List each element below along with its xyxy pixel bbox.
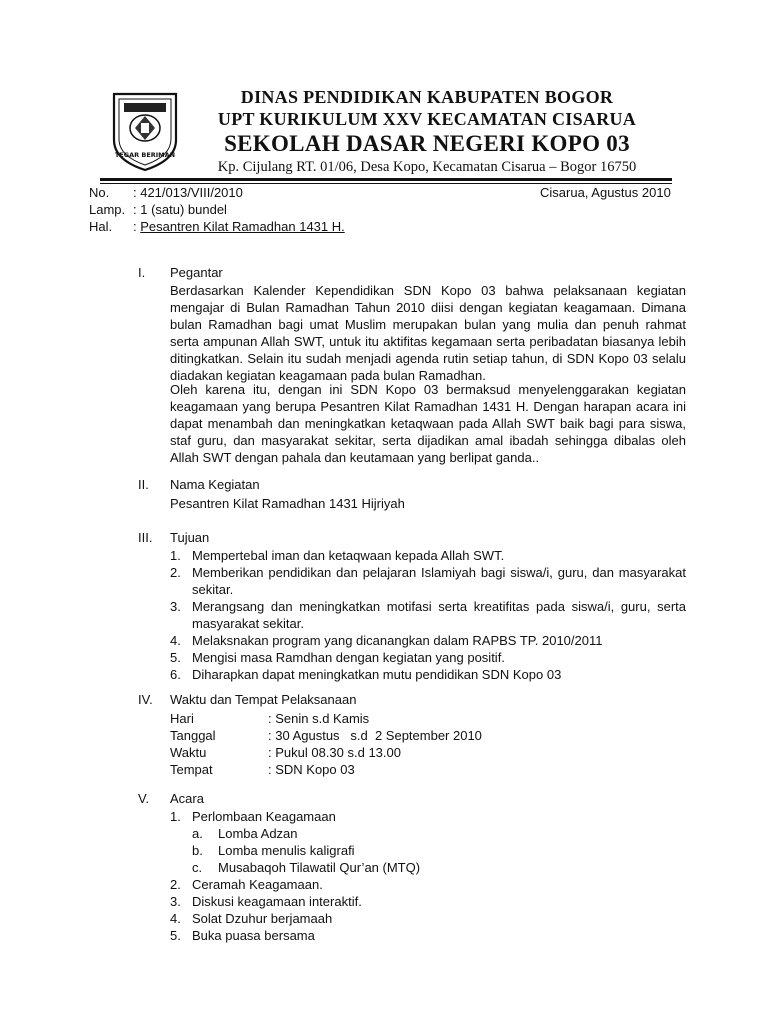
school-emblem-logo — [108, 90, 182, 172]
list-item: 2. Ceramah Keagamaan. — [170, 877, 323, 892]
schedule-row: Hari : Senin s.d Kamis — [170, 711, 370, 726]
lamp-value: : 1 (satu) bundel — [133, 202, 227, 217]
agenda-sublist — [192, 825, 686, 876]
section-1-paragraph-1: Berdasarkan Kalender Kependidikan SDN Kopo 03 bahwa pelaksanaan kegiatan mengajar di Bulan Ramadhan Tahun 2010 diisi dengan kegiatan keagamaan. Dimana bulan Ramadhan bagi umat Muslim merupakan bulan yang mulia dan penuh rahmat serta ampunan Allah SWT, untuk itu aktifitas kegamaan serta peribadatan biasanya lebih ditingkatkan. Selain itu sudah menjadi agenda rutin setiap tahun, di SDN Kopo 03 selalu diadakan kegiatan keagamaan pada bulan Ramadhan. — [170, 283, 686, 383]
lamp-label: Lamp. — [89, 202, 126, 217]
list-item: 5. Mengisi masa Ramdhan dengan kegiatan yang positif. — [170, 650, 505, 665]
no-label: No. — [89, 185, 110, 200]
section-2-heading — [138, 476, 260, 493]
section-2-text: Pesantren Kilat Ramadhan 1431 Hijriyah — [170, 496, 405, 511]
section-3-heading — [138, 529, 209, 546]
section-5-title: Acara — [170, 791, 204, 806]
hal-label: Hal. — [89, 219, 113, 234]
section-1-paragraph-2: Oleh karena itu, dengan ini SDN Kopo 03 bermaksud menyelenggarakan kegiatan keagamaan yang berupa Pesantren Kilat Ramadhan 1431 H. Dengan harapan acara ini dapat menambah dan meningkatkan ketaqwaan pada Allah SWT baik bagi para siswa, staf guru, dan masyarakat sekitar, serta dijadikan amal ibadah sehingga dibalas oleh Allah SWT dengan pahala dan keutamaan yang berlipat ganda.. — [170, 382, 686, 465]
list-item: 6. Diharapkan dapat meningkatkan mutu pendidikan SDN Kopo 03 — [170, 667, 562, 682]
section-3-title: Tujuan — [170, 530, 210, 545]
schedule-row: Waktu : Pukul 08.30 s.d 13.00 — [170, 745, 401, 760]
section-4-number: IV. — [138, 692, 153, 707]
section-2-number: II. — [138, 477, 149, 492]
letterhead-divider — [100, 178, 672, 181]
letterhead-line1: DINAS PENDIDIKAN KABUPATEN BOGOR — [240, 87, 614, 107]
objectives-list — [170, 547, 686, 683]
letterhead-address: Kp. Cijulang RT. 01/06, Desa Kopo, Kecamatan Cisarua – Bogor 16750 — [217, 159, 637, 175]
hal-colon: : — [133, 219, 141, 234]
letter-date: Cisarua, Agustus 2010 — [540, 185, 671, 200]
section-1-number: I. — [138, 265, 146, 280]
section-3-number: III. — [138, 530, 153, 545]
section-5-heading — [138, 790, 204, 807]
list-item: 5. Buka puasa bersama — [170, 928, 315, 943]
list-item: c. Musabaqoh Tilawatil Qur’an (MTQ) — [192, 860, 421, 875]
letterhead-school-name: SEKOLAH DASAR NEGERI KOPO 03 — [224, 131, 630, 156]
list-item: 4. Solat Dzuhur berjamaah — [170, 911, 333, 926]
schedule-row: Tanggal : 30 Agustus s.d 2 September 2010 — [170, 728, 482, 743]
hal-value: Pesantren Kilat Ramadhan 1431 H. — [140, 219, 345, 234]
schedule-table — [170, 710, 482, 778]
schedule-row: Tempat : SDN Kopo 03 — [170, 762, 355, 777]
letterhead-line2: UPT KURIKULUM XXV KECAMATAN CISARUA — [217, 109, 637, 129]
list-item: 3. Merangsang dan meningkatkan motifasi serta kreatifitas pada siswa/i, guru, serta masyarakat sekitar. — [170, 599, 686, 631]
section-4-heading — [138, 691, 356, 708]
list-item: 4. Melaksnakan program yang dicanangkan dalam RAPBS TP. 2010/2011 — [170, 633, 603, 648]
list-item: b. Lomba menulis kaligrafi — [192, 843, 355, 858]
letter-meta — [89, 184, 345, 235]
no-value: : 421/013/VIII/2010 — [133, 185, 243, 200]
section-4-title: Waktu dan Tempat Pelaksanaan — [170, 692, 357, 707]
list-item: 3. Diskusi keagamaan interaktif. — [170, 894, 362, 909]
logo-motto: TEGAR BERIMAN — [114, 151, 176, 159]
section-1-title: Pegantar — [170, 265, 223, 280]
list-item: 1. Perlombaan Keagamaan — [170, 809, 336, 824]
list-item: 1. Mempertebal iman dan ketaqwaan kepada Allah SWT. — [170, 548, 505, 563]
list-item: 2. Memberikan pendidikan dan pelajaran Islamiyah bagi siswa/i, guru, dan masyarakat sekitar. — [170, 565, 686, 597]
section-1-heading — [138, 264, 223, 281]
section-5-number: V. — [138, 791, 150, 806]
list-item: a. Lomba Adzan — [192, 826, 298, 841]
section-2-title: Nama Kegiatan — [170, 477, 260, 492]
agenda-list — [170, 808, 686, 944]
letterhead — [186, 86, 668, 177]
